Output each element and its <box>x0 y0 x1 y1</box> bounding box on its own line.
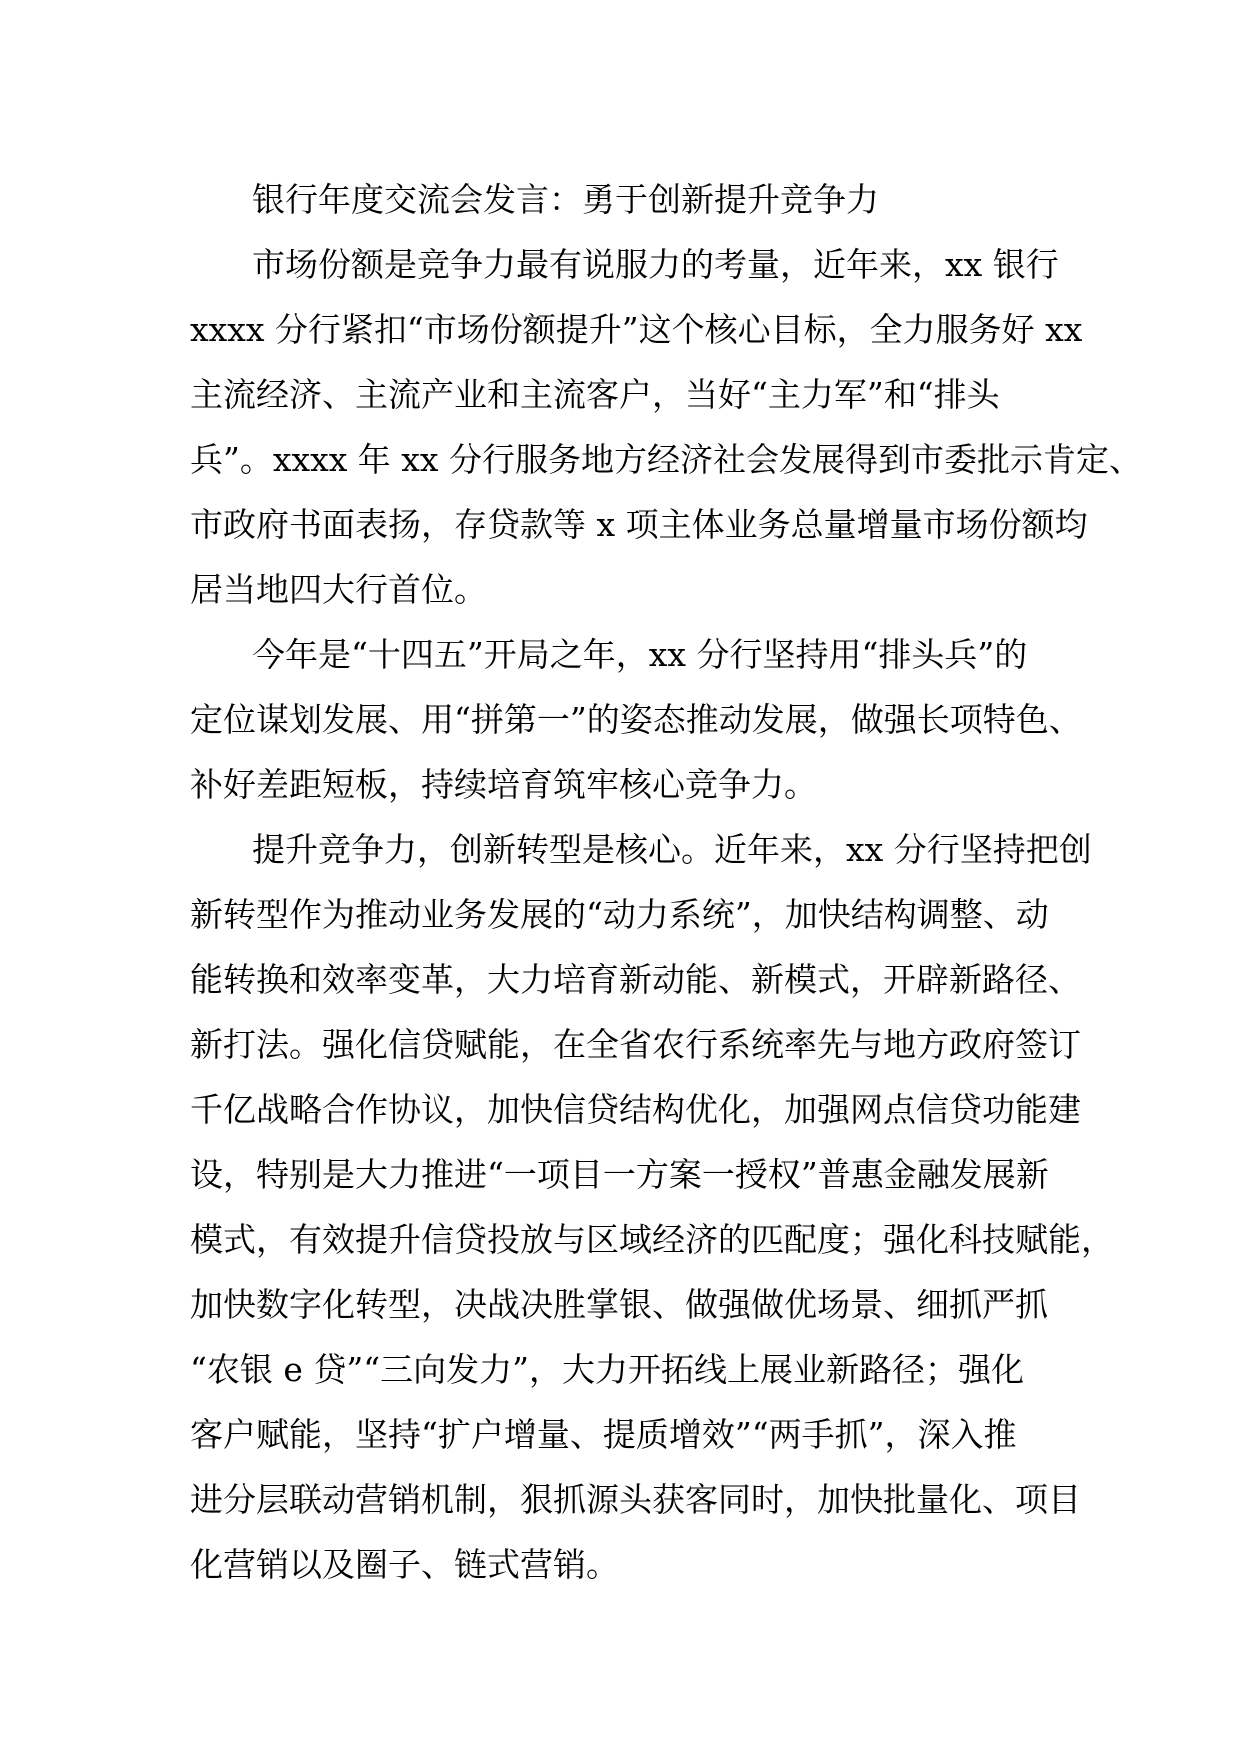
document-body <box>190 167 1143 1597</box>
paragraph-3 <box>190 817 1114 1597</box>
paragraph-line: 市场份额是竞争力最有说服力的考量，近年来，xx 银行 <box>252 245 1059 284</box>
paragraph-line: 居当地四大行首位。 <box>190 570 487 609</box>
paragraph-line: 市政府书面表扬，存贷款等 x 项主体业务总量增量市场份额均 <box>190 505 1088 544</box>
paragraph-line: 客户赋能，坚持“扩户增量、提质增效”“两手抓”，深入推 <box>190 1415 1017 1454</box>
paragraph-line: 化营销以及圈子、链式营销。 <box>190 1545 619 1584</box>
paragraph-line: 能转换和效率变革，大力培育新动能、新模式，开辟新路径、 <box>190 960 1081 999</box>
paragraph-line: 定位谋划发展、用“拼第一”的姿态推动发展，做强长项特色、 <box>190 700 1082 739</box>
paragraph-line: 主流经济、主流产业和主流客户，当好“主力军”和“排头 <box>190 375 1000 414</box>
paragraph-line: 今年是“十四五”开局之年，xx 分行坚持用“排头兵”的 <box>252 635 1028 674</box>
paragraph-line: xxxx 分行紧扣“市场份额提升”这个核心目标，全力服务好 xx <box>190 310 1083 349</box>
paragraph-2 <box>190 622 1080 817</box>
paragraph-1 <box>190 232 1143 622</box>
paragraph-line: 新打法。强化信贷赋能，在全省农行系统率先与地方政府签订 <box>190 1025 1081 1064</box>
paragraph-line: 千亿战略合作协议，加快信贷结构优化，加强网点信贷功能建 <box>190 1090 1081 1129</box>
paragraph-line: 提升竞争力，创新转型是核心。近年来，xx 分行坚持把创 <box>252 830 1092 869</box>
paragraph-line: 新转型作为推动业务发展的“动力系统”，加快结构调整、动 <box>190 895 1049 934</box>
paragraph-line: 加快数字化转型，决战决胜掌银、做强做优场景、细抓严抓 <box>190 1285 1048 1324</box>
paragraph-line: 设，特别是大力推进“一项目一方案一授权”普惠金融发展新 <box>190 1155 1049 1194</box>
paragraph-line: 模式，有效提升信贷投放与区域经济的匹配度；强化科技赋能， <box>190 1220 1114 1259</box>
document-title: 银行年度交流会发言：勇于创新提升竞争力 <box>252 180 879 219</box>
paragraph-line: 进分层联动营销机制，狠抓源头获客同时，加快批量化、项目 <box>190 1480 1081 1519</box>
paragraph-line: 补好差距短板，持续培育筑牢核心竞争力。 <box>190 765 817 804</box>
paragraph-line: “农银 e 贷”“三向发力”，大力开拓线上展业新路径；强化 <box>190 1350 1024 1389</box>
paragraph-line: 兵”。xxxx 年 xx 分行服务地方经济社会发展得到市委批示肯定、 <box>190 440 1143 479</box>
